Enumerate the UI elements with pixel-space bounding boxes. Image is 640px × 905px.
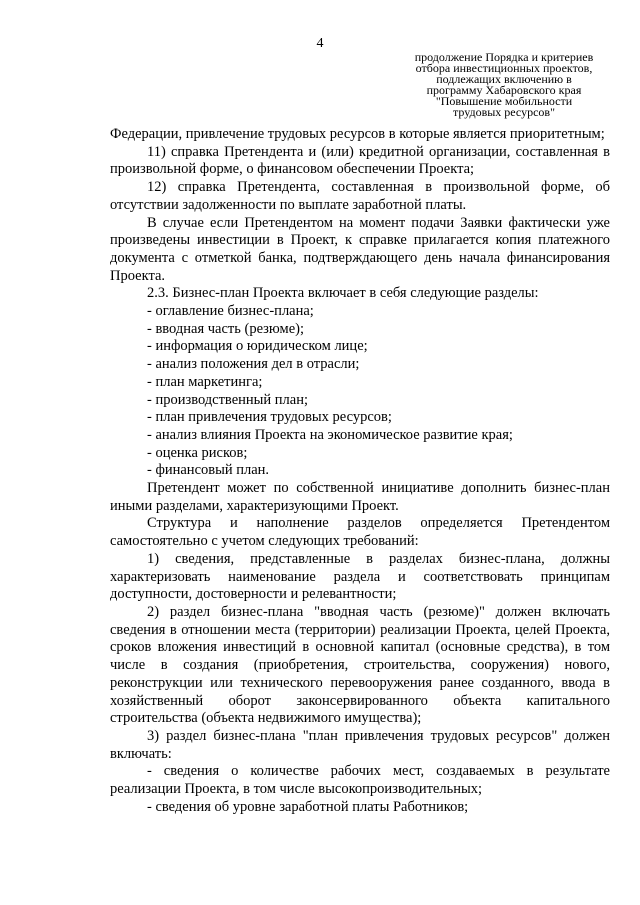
paragraph: 2) раздел бизнес-плана "вводная часть (резюме)" должен включать сведения в отношении места (территории) реализации Проекта, целей Проекта, сроков вложения инвестиций в основной капитал (основные средства), в том числе в создания (приобретения, строительства, сооружения) нового, реконструкции или технического перевооружения ранее созданного, ввода в хозяйственный оборот законсервированного объекта капитального строительства (объекта недвижимого имущества); bbox=[110, 603, 610, 727]
paragraph: 2.3. Бизнес-план Проекта включает в себя следующие разделы: bbox=[147, 285, 539, 302]
list-item: - оценка рисков; bbox=[147, 444, 248, 461]
header-note-line: подлежащих включению в bbox=[436, 72, 572, 86]
header-note-line: "Повышение мобильности bbox=[435, 94, 573, 108]
list-item: - план привлечения трудовых ресурсов; bbox=[147, 409, 392, 426]
paragraph: 3) раздел бизнес-плана "план привлечения трудовых ресурсов" должен включать: bbox=[110, 727, 610, 762]
list-item: - оглавление бизнес-плана; bbox=[147, 303, 314, 320]
list-item: - план маркетинга; bbox=[147, 373, 263, 390]
list-item: - вводная часть (резюме); bbox=[147, 320, 305, 337]
paragraph: 1) сведения, представленные в разделах бизнес-плана, должны характеризовать наименование раздела и соответствовать принципам доступности, достоверности и релевантности; bbox=[110, 550, 610, 603]
list-item: - сведения о количестве рабочих мест, создаваемых в результате реализации Проекта, в том числе высокопроизводительных; bbox=[110, 763, 610, 798]
paragraph: В случае если Претендентом на момент подачи Заявки фактически уже произведены инвестиции в Проект, к справке прилагается копия платежного документа с отметкой банка, подтверждающего день начала финансирования Проекта. bbox=[110, 214, 610, 284]
header-note bbox=[388, 52, 620, 118]
paragraph: Федерации, привлечение трудовых ресурсов в которые является приоритетным; bbox=[110, 126, 605, 142]
list-item: - анализ влияния Проекта на экономическое развитие края; bbox=[147, 426, 513, 443]
paragraph: 12) справка Претендента, составленная в произвольной форме, об отсутствии задолженности по выплате заработной платы. bbox=[110, 179, 610, 213]
header-note-line: продолжение Порядка и критериев bbox=[414, 50, 594, 64]
document-body bbox=[110, 126, 610, 816]
list-item: - финансовый план. bbox=[147, 462, 270, 479]
page-number: 4 bbox=[316, 36, 324, 51]
list-item: - сведения об уровне заработной платы Работников; bbox=[147, 798, 469, 815]
paragraph: 11) справка Претендента и (или) кредитной организации, составленная в произвольной форме, о финансовом обеспечении Проекта; bbox=[110, 143, 610, 178]
header-note-line: трудовых ресурсов" bbox=[453, 105, 555, 119]
paragraph: Структура и наполнение разделов определяется Претендентом самостоятельно с учетом следующих требований: bbox=[110, 515, 610, 550]
list-item: - информация о юридическом лице; bbox=[147, 338, 368, 355]
list-item: - анализ положения дел в отрасли; bbox=[147, 356, 360, 373]
paragraph: Претендент может по собственной инициативе дополнить бизнес-план иными разделами, характеризующими Проект. bbox=[110, 480, 610, 514]
list-item: - производственный план; bbox=[147, 391, 308, 408]
header-note-line: программу Хабаровского края bbox=[426, 83, 582, 97]
header-note-line: отбора инвестиционных проектов, bbox=[415, 61, 593, 75]
